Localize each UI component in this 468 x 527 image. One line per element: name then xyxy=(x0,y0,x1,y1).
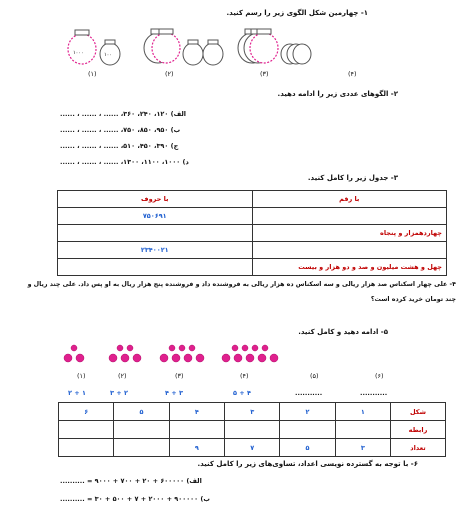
q5-label-4: (۴) xyxy=(240,372,249,380)
figure-label-2: (۲) xyxy=(165,70,174,78)
q5-sum-2: ۲ + ۳ xyxy=(110,389,128,397)
q2-line-a: الف) ۱۲۰، ۲۴۰، ۳۶۰، ...... ، ...... ، ...... xyxy=(60,110,187,118)
row-label-shape: شکل xyxy=(391,403,446,421)
bag-figure-3 xyxy=(232,24,342,69)
relation-cell[interactable] xyxy=(225,421,280,439)
row4-letters[interactable] xyxy=(58,259,253,276)
number-words-table xyxy=(57,190,447,276)
q6-title: ۶- با توجه به گسترده نویسی اعداد، تساوی‌های زیر را کامل کنید. xyxy=(197,460,418,468)
q5-sum-6: ........... xyxy=(360,389,388,397)
count-cell[interactable]: ۵ xyxy=(280,439,335,457)
flower-icon xyxy=(60,343,400,365)
q5-label-3: (۳) xyxy=(175,372,184,380)
q4-line-1: ۴- علی چهار اسکناس صد هزار ریالی و سه اسکناس ده هزار ریالی به فروشنده داد و فروشنده پنج هزار ریال به او پس داد. علی چند ریال و xyxy=(27,281,456,288)
q5-label-5: (۵) xyxy=(310,372,319,380)
q4-line-2: چند تومان خرید کرده است؟ xyxy=(370,296,456,303)
row3-letters[interactable]: ۲۳۴۰۰۲۱ xyxy=(58,242,253,259)
count-cell[interactable]: ۳ xyxy=(335,439,390,457)
relation-cell[interactable] xyxy=(114,421,169,439)
row-label-relation: رابطه xyxy=(391,421,446,439)
table-row xyxy=(58,225,447,242)
q2-line-d: د) ۱۰۰۰، ۱۱۰۰، ۱۳۰۰، ...... ، ...... ، ...... xyxy=(60,158,189,166)
row1-letters[interactable]: ۷۵۰۶۹۱ xyxy=(58,208,253,225)
pattern-table xyxy=(58,402,446,457)
count-cell[interactable]: ۷ xyxy=(225,439,280,457)
shape-number: ۱ xyxy=(335,403,390,421)
shape-number: ۳ xyxy=(225,403,280,421)
relation-cell[interactable] xyxy=(335,421,390,439)
q1-title: ۱- چهارمین شکل الگوی زیر را رسم کنید. xyxy=(226,9,368,17)
bag-label-1000: ۱۰۰۰ xyxy=(73,50,84,56)
q6-line-a: الف) ۶۰۰۰۰۰ + ۲۰ + ۷۰۰ + ۹۰۰۰ = .......... xyxy=(60,477,202,485)
table-row xyxy=(59,421,446,439)
relation-cell[interactable] xyxy=(59,421,114,439)
table-row xyxy=(58,259,447,276)
q5-label-1: (۱) xyxy=(77,372,86,380)
q1-figures xyxy=(60,24,415,78)
relation-cell[interactable] xyxy=(280,421,335,439)
count-cell[interactable] xyxy=(59,439,114,457)
row1-digits[interactable] xyxy=(252,208,447,225)
table-row xyxy=(59,403,446,421)
q5-title: ۵- ادامه دهید و کامل کنید. xyxy=(298,328,388,336)
shape-number: ۴ xyxy=(169,403,224,421)
table-row xyxy=(59,439,446,457)
q3-title: ۳- جدول زیر را کامل کنید. xyxy=(307,174,398,182)
q2-title: ۲- الگوهای عددی زیر را ادامه دهید. xyxy=(277,90,398,98)
table-row xyxy=(58,242,447,259)
flower-pattern-row xyxy=(60,343,400,365)
q5-sum-4: ۴ + ۵ xyxy=(233,389,251,397)
figure-label-1: (۱) xyxy=(88,70,97,78)
q2-line-b: ب) ۹۵۰، ۸۵۰، ۷۵۰، ...... ، ...... ، ...... xyxy=(60,126,181,134)
shape-number: ۵ xyxy=(114,403,169,421)
relation-cell[interactable] xyxy=(169,421,224,439)
q5-sum-5: ........... xyxy=(295,389,323,397)
bag-figure-2 xyxy=(138,24,228,69)
money-bag-icon xyxy=(68,30,96,64)
row2-digits[interactable]: چهاردهمزار و پنجاه xyxy=(252,225,447,242)
row-label-count: تعداد xyxy=(391,439,446,457)
count-cell[interactable] xyxy=(114,439,169,457)
shape-number: ۲ xyxy=(280,403,335,421)
row2-letters[interactable] xyxy=(58,225,253,242)
q5-sum-3: ۳ + ۴ xyxy=(165,389,183,397)
q2-line-c: ج) ۳۹۰، ۴۵۰، ۵۱۰، ...... ، ...... ، ...... xyxy=(60,142,179,150)
row4-digits[interactable]: چهل و هشت میلیون و صد و دو هزار و بیست xyxy=(252,259,447,276)
header-letters: با حروف xyxy=(58,191,253,208)
row3-digits[interactable] xyxy=(252,242,447,259)
count-cell[interactable]: ۹ xyxy=(169,439,224,457)
header-digits: با رقم xyxy=(252,191,447,208)
shape-number: ۶ xyxy=(59,403,114,421)
bag-label-100: ۱۰۰ xyxy=(104,52,113,58)
q5-label-2: (۲) xyxy=(118,372,127,380)
bag-figure-1 xyxy=(60,24,130,69)
table-header-row xyxy=(58,191,447,208)
figure-label-3: (۳) xyxy=(260,70,269,78)
q6-line-b: ب) ۹۰۰۰۰۰ + ۲۰۰۰ + ۷ + ۵۰۰ + ۳۰ = .......... xyxy=(60,495,210,503)
q5-sum-1: ۱ + ۲ xyxy=(68,389,86,397)
table-row xyxy=(58,208,447,225)
figure-label-4: (۴) xyxy=(348,70,357,78)
q5-label-6: (۶) xyxy=(375,372,384,380)
